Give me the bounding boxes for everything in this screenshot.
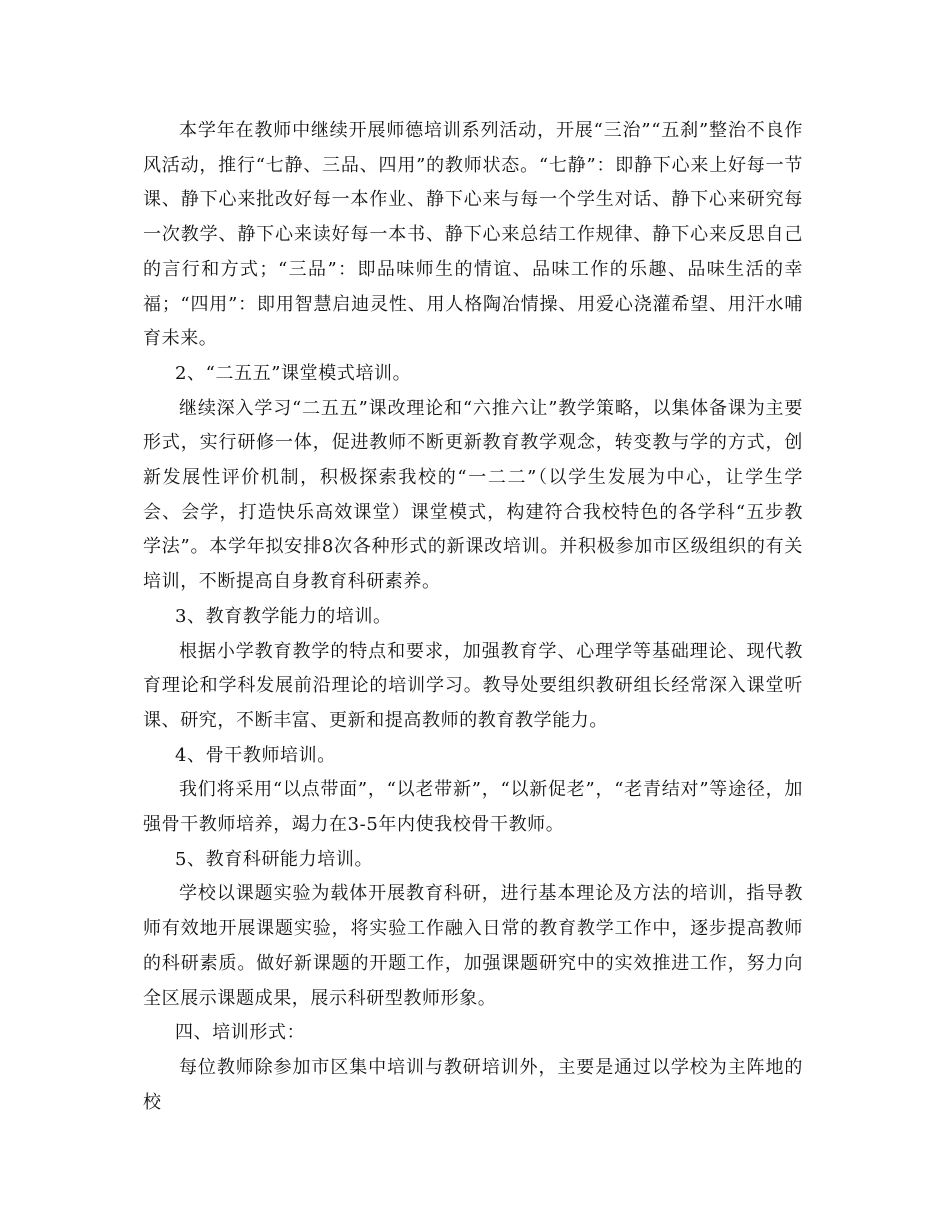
heading-research-ability-training: 5、教育科研能力培训。	[175, 848, 374, 870]
heading-teaching-ability-training: 3、教育教学能力的培训。	[175, 605, 392, 627]
paragraph-ethics-training: 本学年在教师中继续开展师德培训系列活动，开展“三治”“五刹”整治不良作风活动，推行“七静、三品、四用”的教师状态。“七静”：即静下心来上好每一节课、静下心来批改好每一本作业、静下心来与每一个学生对话、静下心来研究每一次教学、静下心来读好每一本书、静下心来总结工作规律、静下心来反思自己的言行和方式；“三品”：即品味师生的情谊、品味工作的乐趣、品味生活的幸福；“四用”：即用智慧启迪灵性、用人格陶冶情操、用爱心浇灌希望、用汗水哺育未来。	[143, 120, 803, 350]
paragraph-research-ability: 学校以课题实验为载体开展教育科研，进行基本理论及方法的培训，指导教师有效地开展课题实验，将实验工作融入日常的教育教学工作中，逐步提高教师的科研素质。做好新课题的开题工作，加强课题研究中的实效推进工作，努力向全区展示课题成果，展示科研型教师形象。	[143, 883, 803, 1009]
paragraph-classroom-model: 继续深入学习“二五五”课改理论和“六推六让”教学策略，以集体备课为主要形式，实行研修一体，促进教师不断更新教育教学观念，转变教与学的方式，创新发展性评价机制，积极探索我校的“一二二”（以学生发展为中心，让学生学会、会学，打造快乐高效课堂）课堂模式，构建符合我校特色的各学科“五步教学法”。本学年拟安排8次各种形式的新课改培训。并积极参加市区级组织的有关培训，不断提高自身教育科研素养。	[143, 397, 803, 593]
heading-key-teacher-training: 4、骨干教师培训。	[175, 744, 336, 766]
document-body	[143, 114, 803, 1120]
paragraph-training-forms: 每位教师除参加市区集中培训与教研培训外，主要是通过以学校为主阵地的校	[143, 1056, 803, 1113]
paragraph-teaching-ability: 根据小学教育教学的特点和要求，加强教育学、心理学等基础理论、现代教育理论和学科发展前沿理论的培训学习。教导处要组织教研组长经常深入课堂听课、研究，不断丰富、更新和提高教师的教育教学能力。	[143, 640, 803, 731]
heading-classroom-model-training: 2、“二五五”课堂模式培训。	[175, 362, 412, 384]
paragraph-key-teacher: 我们将采用“以点带面”，“以老带新”，“以新促老”，“老青结对”等途径，加强骨干教师培养，竭力在3-5年内使我校骨干教师。	[143, 779, 803, 836]
heading-training-forms: 四、培训形式：	[175, 1022, 306, 1044]
